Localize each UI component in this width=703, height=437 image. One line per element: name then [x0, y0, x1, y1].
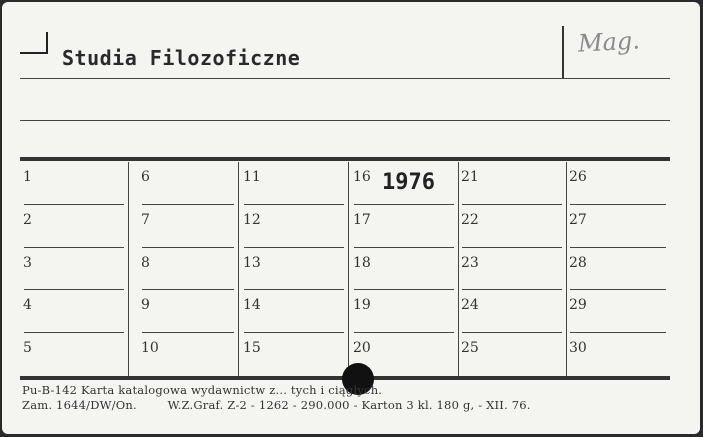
grid-cell: 8 [138, 248, 238, 291]
grid-cell: 9 [138, 290, 238, 333]
year-stamp: 1976 [382, 170, 435, 195]
header-divider [562, 26, 564, 78]
header-rule [20, 78, 670, 79]
grid-column-1 [20, 162, 128, 376]
column-separator [238, 162, 239, 376]
grid-column-5 [458, 162, 566, 376]
grid-column-3 [240, 162, 348, 376]
footer-line-1: Pu-B-142 Karta katalogowa wydawnictw z... tych i ciągłych. [22, 383, 383, 397]
grid-cell: 15 [243, 340, 261, 357]
blank-rule [20, 120, 670, 121]
grid-cell: 13 [240, 248, 348, 291]
grid-cell: 27 [566, 205, 670, 248]
issue-grid [20, 162, 670, 376]
grid-cell: 6 [138, 162, 238, 205]
grid-cell: 24 [458, 290, 566, 333]
grid-cell: 10 [141, 340, 159, 357]
card-title: Studia Filozoficzne [62, 46, 301, 70]
grid-cell: 5 [23, 340, 32, 357]
grid-cell: 26 [566, 162, 670, 205]
grid-cell: 21 [458, 162, 566, 205]
footer-line-2: Zam. 1644/DW/On. W.Z.Graf. Z-2 - 1262 - 290.000 - Karton 3 kl. 180 g, - XII. 76. [22, 398, 531, 412]
grid-cell: 23 [458, 248, 566, 291]
grid-cell: 11 [240, 162, 348, 205]
column-separator [128, 162, 129, 376]
grid-column-6 [566, 162, 670, 376]
corner-mark [20, 32, 48, 54]
grid-cell: 29 [566, 290, 670, 333]
grid-cell: 25 [461, 340, 479, 357]
grid-column-2 [138, 162, 238, 376]
grid-cell: 12 [240, 205, 348, 248]
catalog-card [2, 2, 700, 434]
grid-cell: 19 [350, 290, 458, 333]
grid-cell: 7 [138, 205, 238, 248]
grid-cell: 30 [569, 340, 587, 357]
grid-cell: 18 [350, 248, 458, 291]
column-separator [348, 162, 349, 376]
grid-cell: 1 [20, 162, 128, 205]
grid-cell: 20 [353, 340, 371, 357]
grid-cell: 3 [20, 248, 128, 291]
grid-cell: 22 [458, 205, 566, 248]
grid-cell: 4 [20, 290, 128, 333]
grid-cell: 2 [20, 205, 128, 248]
grid-cell: 28 [566, 248, 670, 291]
handwritten-note: Mag. [577, 26, 641, 58]
grid-top-border [20, 157, 670, 161]
grid-cell: 16 [350, 162, 458, 205]
grid-cell: 17 [350, 205, 458, 248]
grid-cell: 14 [240, 290, 348, 333]
